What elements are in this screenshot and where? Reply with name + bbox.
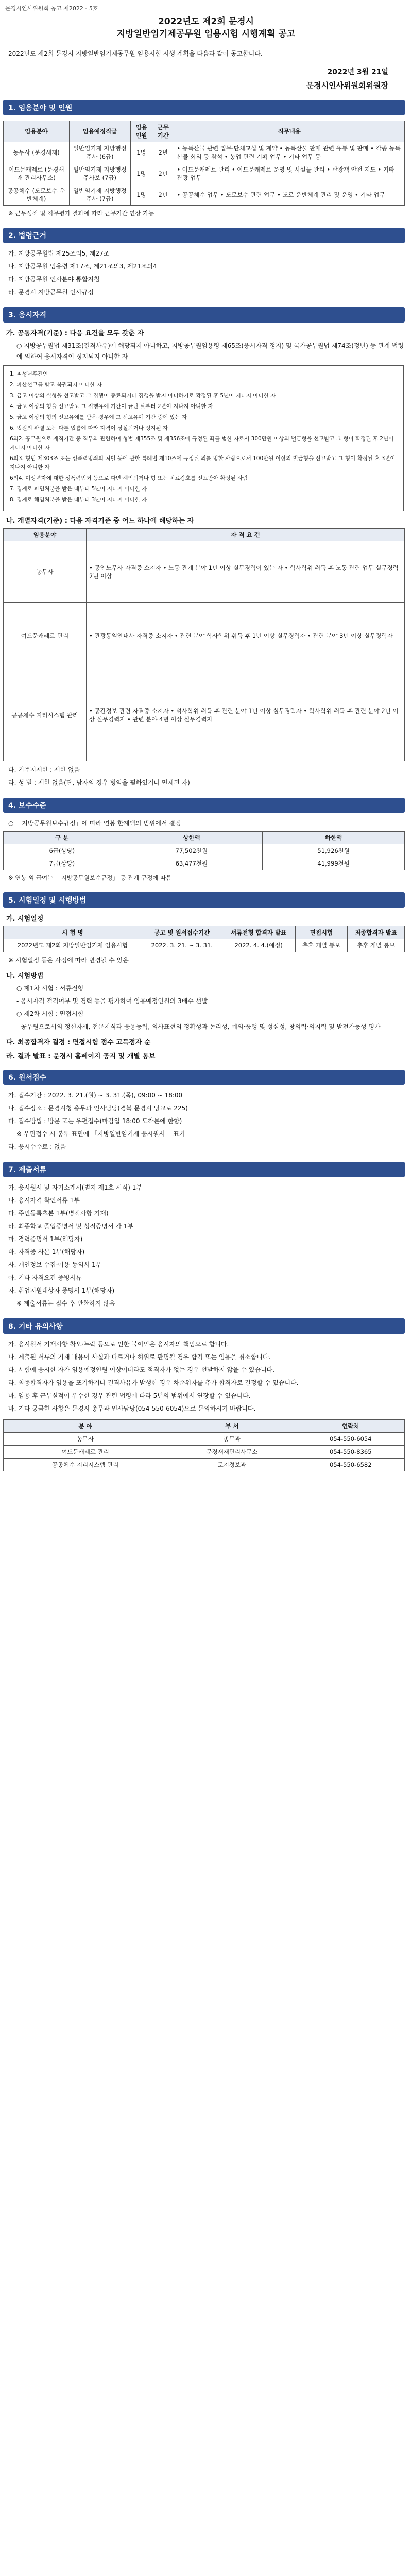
notice-item: 나. 제출된 서류의 기재 내용이 사실과 다르거나 허위로 판명될 경우 합격 또는 임용을 취소합니다. [8, 1353, 271, 1361]
cell: 2022년도 제2회 지방일반임기제 임용시험 [4, 939, 142, 952]
law-item: 나. 지방공무원 임용령 제17조, 제21조의3, 제21조의4 [8, 263, 157, 270]
list-item: 5. 금고 이상의 형의 선고유예를 받은 경우에 그 선고유예 기간 중에 있는 자 [10, 414, 187, 420]
table-row [4, 1459, 405, 1471]
pay-table [3, 831, 405, 870]
exam-note: 라. 결과 발표 : 문경시 홈페이지 공지 및 개별 통보 [6, 1053, 156, 1060]
col-header: 최종합격자 발표 [348, 926, 405, 939]
notice-date: 2022년 3월 21일 [327, 68, 388, 76]
cell: 1명 [130, 163, 152, 184]
section-header-recruitment: 1. 임용분야 및 인원 [3, 100, 405, 115]
list-item: 2. 파산선고를 받고 복권되지 아니한 자 [10, 382, 102, 388]
table-row [4, 844, 405, 857]
cell: 공공체수 지리시스템 관리 [4, 1459, 167, 1471]
notice-item: 가. 응시원서 기재사항 착오·누락 등으로 인한 불이익은 응시자의 책임으로 합니다. [8, 1341, 229, 1348]
cell: 일반임기제 지방행정주사 (7급) [69, 184, 130, 206]
doc-item: 다. 주민등록초본 1부(병적사항 기재) [8, 1210, 109, 1217]
cell: 농무사 [4, 541, 87, 603]
cell: 2022. 3. 21. ~ 3. 31. [142, 939, 222, 952]
cell: • 여드문캐레르 관리 • 여드문캐레르 운영 및 시설물 관리 • 관광객 안전 지도 • 기타 관광 업무 [174, 163, 405, 184]
table-row [4, 857, 405, 870]
apply-item: ※ 우편접수 시 봉투 표면에 「지방일반임기제 응시원서」 표기 [16, 1130, 185, 1138]
doc-item: ※ 제출서류는 접수 후 반환하지 않음 [16, 1300, 115, 1307]
col-header: 분 야 [4, 1420, 167, 1433]
col-header: 자 격 요 건 [87, 529, 405, 541]
cell: 054-550-6054 [297, 1433, 404, 1446]
col-header: 연락처 [297, 1420, 404, 1433]
document-reference-number: 문경시인사위원회 공고 제2022 - 5호 [5, 5, 98, 12]
pay-footnote: ※ 연봉 외 급여는 「지방공무원보수규정」 등 관계 규정에 따름 [8, 874, 172, 882]
table-row [4, 603, 405, 669]
table-row [4, 541, 405, 603]
notice-item: 다. 시험에 응시한 자가 임용예정인원 이상이더라도 적격자가 없는 경우 선발하지 않을 수 있습니다. [8, 1366, 275, 1374]
list-item: 1. 피성년후견인 [10, 371, 48, 377]
col-header: 면접시험 [295, 926, 347, 939]
notice-title: 2022년도 제2회 문경시 [158, 16, 254, 27]
exam-note: ※ 시험일정 등은 사정에 따라 변경될 수 있음 [8, 957, 129, 964]
recruit-note: ※ 근무성적 및 직무평가 결과에 따라 근무기간 연장 가능 [8, 210, 154, 217]
recruitment-table [3, 121, 405, 206]
col-header: 서류전형 합격자 발표 [222, 926, 295, 939]
list-item: 6의2. 공무원으로 재직기간 중 직무와 관련하여 형법 제355조 및 제356조에 규정된 죄를 범한 자로서 300만원 이상의 벌금형을 선고받고 그 형이 확정된 후 2년이 지나지 아니한 자 [10, 436, 394, 451]
cell: 2년 [152, 163, 174, 184]
notice-item: 마. 임용 후 근무실적이 우수한 경우 관련 법령에 따라 5년의 범위에서 연장할 수 있습니다. [8, 1392, 251, 1399]
section-header-notice: 8. 기타 유의사항 [3, 1318, 405, 1334]
cell: 1명 [130, 142, 152, 163]
cell: • 공공체수 업무 • 도로보수 관련 업무 • 도로 운반체계 관리 및 운영 • 기타 업무 [174, 184, 405, 206]
col-header: 하한액 [263, 832, 405, 844]
doc-item: 라. 최종학교 졸업증명서 및 성적증명서 각 1부 [8, 1223, 133, 1230]
gender-restriction: 라. 성 별 : 제한 없음(단, 남자의 경우 병역을 필하였거나 면제된 자) [8, 779, 190, 786]
cell: 2년 [152, 184, 174, 206]
doc-item: 아. 기타 자격요건 증빙서류 [8, 1274, 82, 1281]
cell: 1명 [130, 184, 152, 206]
cell: • 공간정보 관련 자격증 소지자 • 석사학위 취득 후 관련 분야 1년 이상 실무경력자 • 학사학위 취득 후 관련 분야 2년 이상 실무경력자 • 관련 분야 4년 이상 실무경력자 [87, 669, 405, 761]
section-header-application: 6. 원서접수 [3, 1070, 405, 1085]
contact-table [3, 1419, 405, 1471]
col-header: 임용인원 [130, 121, 152, 142]
col-header: 임용예정직급 [69, 121, 130, 142]
exam-note: ○ 제2차 시험 : 면접시험 [16, 1010, 84, 1018]
col-header: 구 분 [4, 832, 121, 844]
apply-item: 나. 접수장소 : 문경시청 총무과 인사담당(경북 문경시 당교로 225) [8, 1105, 188, 1112]
cell: 2022. 4. 4.(예정) [222, 939, 295, 952]
section-header-law: 2. 법령근거 [3, 228, 405, 243]
intro-text: 2022년도 제2회 문경시 지방일반임기제공무원 임용시험 시행 계획을 다음과 같이 공고합니다. [8, 50, 263, 57]
cell: 63,477천원 [121, 857, 263, 870]
cell: 추후 개별 통보 [295, 939, 347, 952]
cell: 공공체수 (도로보수 운반체계) [4, 184, 70, 206]
cell: 농무사 (문경새재) [4, 142, 70, 163]
col-header: 공고 및 원서접수기간 [142, 926, 222, 939]
issuing-organization: 문경시인사위원회위원장 [306, 81, 388, 90]
cell: 여드문캐레르 관리 [4, 1446, 167, 1459]
col-header: 근무기간 [152, 121, 174, 142]
table-row [4, 184, 405, 206]
table-row [4, 1433, 405, 1446]
cell: • 공인노무사 자격증 소지자 • 노동 관계 분야 1년 이상 실무경력이 있는 자 • 학사학위 취득 후 노동 관련 업무 실무경력 2년 이상 [87, 541, 405, 603]
exam-note: ○ 제1차 시험 : 서류전형 [16, 985, 84, 992]
apply-item: 가. 접수기간 : 2022. 3. 21.(월) ~ 3. 31.(목), 09:00 ~ 18:00 [8, 1092, 183, 1099]
list-item: 3. 금고 이상의 실형을 선고받고 그 집행이 종료되거나 집행을 받지 아니하기로 확정된 후 5년이 지나지 아니한 자 [10, 393, 276, 399]
section-header-qualification: 3. 응시자격 [3, 307, 405, 323]
col-header: 시 험 명 [4, 926, 142, 939]
common-qualification-heading: 가. 공통자격(기준) : 다음 요건을 모두 갖춘 자 [6, 330, 144, 337]
doc-item: 사. 개인정보 수집·이용 동의서 1부 [8, 1261, 102, 1268]
cell: • 농특산물 관련 업무·단체교섭 및 계약 • 농특산물 판매 관련 유통 및 판매 • 각종 농특산물 회의 등 참석 • 농업 관련 기획 업무 • 기타 업무 등 [174, 142, 405, 163]
qualification-table [3, 528, 405, 761]
list-item: 4. 금고 이상의 형을 선고받고 그 집행유예 기간이 끝난 날부터 2년이 지나지 아니한 자 [10, 403, 213, 410]
list-item: 6의3. 형법 제303조 또는 성폭력범죄의 처벌 등에 관한 특례법 제10조에 규정된 죄를 범한 사람으로서 100만원 이상의 벌금형을 선고받고 그 형이 확정된 후 3년이 지나지 아니한 자 [10, 455, 396, 470]
cell: 일반임기제 지방행정주사보 (7급) [69, 163, 130, 184]
notice-item: 바. 기타 궁금한 사항은 문경시 총무과 인사담당(054-550-6054)으로 문의하시기 바랍니다. [8, 1405, 256, 1412]
list-item: 6. 법원의 판결 또는 다른 법률에 따라 자격이 상실되거나 정지된 자 [10, 425, 168, 431]
exam-schedule-heading: 가. 시험일정 [6, 915, 44, 923]
notice-title-line2: 지방일반임기제공무원 임용시험 시행계획 공고 [116, 29, 296, 39]
pay-note: ○ 「지방공무원보수규정」에 따라 연봉 한계액의 범위에서 결정 [8, 820, 181, 827]
exam-note: - 응시자격 적격여부 및 경력 등을 평가하여 임용예정인원의 3배수 선발 [16, 997, 208, 1005]
exam-note: 다. 최종합격자 결정 : 면접시험 점수 고득점자 순 [6, 1039, 151, 1046]
cell: 054-550-6582 [297, 1459, 404, 1471]
cell: 054-550-8365 [297, 1446, 404, 1459]
individual-qualification-heading: 나. 개별자격(기준) : 다음 자격기준 중 어느 하나에 해당하는 자 [6, 517, 194, 525]
common-qualification-text: ○ 지방공무원법 제31조(결격사유)에 해당되지 아니하고, 지방공무원임용령 제65조(응시자격 정지) 및 국가공무원법 제74조(정년) 등 관계 법령에 의하여 응시자격이 정지되지 아니한 자 [16, 342, 404, 360]
cell: 문경새재관리사무소 [167, 1446, 297, 1459]
list-item: 8. 징계로 해임처분을 받은 때부터 3년이 지나지 아니한 자 [10, 497, 147, 503]
cell: 77,502천원 [121, 844, 263, 857]
table-row [4, 142, 405, 163]
cell: 추후 개별 통보 [348, 939, 405, 952]
apply-item: 다. 접수방법 : 방문 또는 우편접수(마감일 18:00 도착분에 한함) [8, 1117, 182, 1125]
cell: 여드문캐레르 (문경새재 관리사무소) [4, 163, 70, 184]
col-header: 임용분야 [4, 529, 87, 541]
table-row [4, 163, 405, 184]
law-item: 다. 지방공무원 인사분야 통합지침 [8, 276, 100, 283]
doc-item: 바. 자격증 사본 1부(해당자) [8, 1248, 85, 1256]
cell: 여드문캐레르 관리 [4, 603, 87, 669]
section-header-pay: 4. 보수수준 [3, 798, 405, 813]
table-row [4, 669, 405, 761]
cell: 일반임기제 지방행정주사 (6급) [69, 142, 130, 163]
col-header: 임용분야 [4, 121, 70, 142]
col-header: 상한액 [121, 832, 263, 844]
cell: 51,926천원 [263, 844, 405, 857]
col-header: 부 서 [167, 1420, 297, 1433]
exam-note: - 공무원으로서의 정신자세, 전문지식과 응용능력, 의사표현의 정확성과 논리성, 예의·품행 및 성실성, 창의력·의지력 및 발전가능성 평가 [16, 1023, 381, 1030]
exam-method-heading: 나. 시험방법 [6, 972, 44, 980]
cell: 토지정보과 [167, 1459, 297, 1471]
table-row [4, 939, 405, 952]
doc-item: 마. 경력증명서 1부(해당자) [8, 1235, 83, 1243]
section-header-documents: 7. 제출서류 [3, 1162, 405, 1177]
cell: 41,999천원 [263, 857, 405, 870]
residence-restriction: 다. 거주지제한 : 제한 없음 [8, 766, 80, 773]
doc-item: 자. 취업지원대상자 증명서 1부(해당자) [8, 1287, 115, 1294]
cell: • 관광통역안내사 자격증 소지자 • 관련 분야 학사학위 취득 후 1년 이상 실무경력자 • 관련 분야 3년 이상 실무경력자 [87, 603, 405, 669]
col-header: 직무내용 [174, 121, 405, 142]
table-row [4, 1446, 405, 1459]
doc-item: 가. 응시원서 및 자기소개서(별지 제1호 서식) 1부 [8, 1184, 142, 1191]
cell: 공공체수 지리시스템 관리 [4, 669, 87, 761]
cell: 농무사 [4, 1433, 167, 1446]
section-header-exam: 5. 시험일정 및 시행방법 [3, 892, 405, 908]
cell: 2년 [152, 142, 174, 163]
doc-item: 나. 응시자격 확인서류 1부 [8, 1197, 80, 1204]
disqualification-box [3, 365, 404, 511]
exam-schedule-table [3, 926, 405, 952]
cell: 총무과 [167, 1433, 297, 1446]
law-item: 라. 문경시 지방공무원 인사규정 [8, 289, 94, 296]
list-item: 7. 징계로 파면처분을 받은 때부터 5년이 지나지 아니한 자 [10, 486, 147, 492]
apply-item: 라. 응시수수료 : 없음 [8, 1143, 66, 1150]
cell: 6급(상당) [4, 844, 121, 857]
notice-item: 라. 최종합격자가 임용을 포기하거나 결격사유가 발생한 경우 차순위자를 추가 합격자로 결정할 수 있습니다. [8, 1379, 299, 1386]
cell: 7급(상당) [4, 857, 121, 870]
list-item: 6의4. 미성년자에 대한 성폭력범죄 등으로 파면·해임되거나 형 또는 치료감호를 선고받아 확정된 사람 [10, 475, 248, 481]
law-item: 가. 지방공무원법 제25조의5, 제27조 [8, 250, 110, 257]
